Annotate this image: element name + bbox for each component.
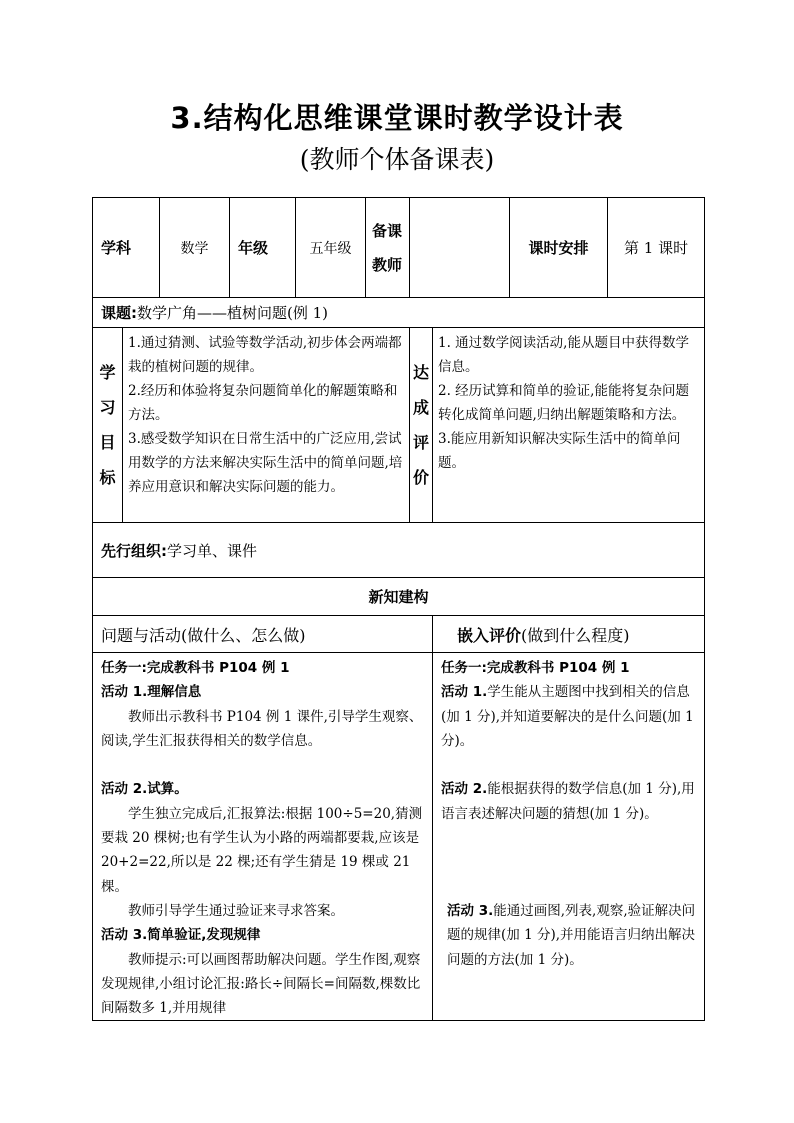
right-task-title: 任务一:完成教科书 P104 例 1 xyxy=(441,660,630,676)
left-act3-title: 活动 3.简单验证,发现规律 xyxy=(101,927,261,944)
goals-label xyxy=(93,328,123,523)
left-column-heading: 问题与活动(做什么、怎么做) xyxy=(93,616,433,653)
right-act2-text: 能根据获得的数学信息(加 1 分),用语言表述解决问题的猜想(加 1 分)。 xyxy=(441,781,695,822)
topic-cell xyxy=(93,298,705,328)
evaluation-label-char: 达 xyxy=(413,363,430,382)
topic-row xyxy=(93,298,705,328)
goals-label-char: 习 xyxy=(99,398,116,417)
right-heading-bold: 嵌入评价 xyxy=(457,625,522,645)
right-act3 xyxy=(441,899,696,972)
period-label: 课时安排 xyxy=(510,198,608,298)
left-act1-title: 活动 1.理解信息 xyxy=(101,684,202,701)
goals-row xyxy=(93,328,705,523)
prep-label: 先行组织: xyxy=(101,541,167,560)
right-heading-rest: (做到什么程度) xyxy=(521,625,630,645)
left-column-body xyxy=(93,653,433,1021)
grade-label: 年级 xyxy=(230,198,296,298)
goal-item: 1.通过猜测、试验等数学活动,初步体会两端都栽的植树问题的规律。 xyxy=(128,335,402,375)
subject-value: 数学 xyxy=(160,198,230,298)
teacher-label-line1: 备课 xyxy=(372,221,403,240)
goal-item: 2.经历和体验将复杂问题简单化的解题策略和方法。 xyxy=(128,383,398,423)
document-title: 3.结构化思维课堂课时教学设计表 xyxy=(170,101,624,135)
section-row xyxy=(93,578,705,616)
left-act2-text2: 教师引导学生通过验证来寻求答案。 xyxy=(128,902,344,919)
section-title: 新知建构 xyxy=(93,578,705,616)
prep-value: 学习单、课件 xyxy=(167,541,258,560)
goals-label-char: 目 xyxy=(99,433,116,452)
left-task-title: 任务一:完成教科书 P104 例 1 xyxy=(101,660,290,676)
evaluation-item: 2. 经历试算和简单的验证,能能将复杂问题转化成简单问题,归纳出解题策略和方法。 xyxy=(438,383,689,423)
info-row xyxy=(93,198,705,298)
grade-value: 五年级 xyxy=(296,198,366,298)
left-act3-text: 教师提示:可以画图帮助解决问题。学生作图,观察发现规律,小组讨论汇报:路长÷间隔长=间隔数,棵数比间隔数多 1,并用规律 xyxy=(101,951,421,1017)
goal-item: 3.感受数学知识在日常生活中的广泛应用,尝试用数学的方法来解决实际生活中的简单问题,培养应用意识和解决实际问题的能力。 xyxy=(128,431,403,495)
right-act1-label: 活动 1. xyxy=(441,684,488,701)
document-subtitle: (教师个体备课表) xyxy=(299,145,495,174)
right-column-body xyxy=(433,653,705,1021)
prep-row xyxy=(93,523,705,578)
right-act2 xyxy=(441,777,696,826)
evaluation-label-char: 价 xyxy=(413,468,430,487)
left-act2-text: 学生独立完成后,汇报算法:根据 100÷5=20,猜测要栽 20 棵树;也有学生认为小路的两端都要栽,应该是 20+2=22,所以是 22 棵;还有学生猜是 19 棵或 21 棵。 xyxy=(101,805,423,895)
evaluation-label xyxy=(410,328,433,523)
right-column-heading xyxy=(433,616,705,653)
right-act2-label: 活动 2. xyxy=(441,781,488,798)
right-act3-text: 能通过画图,列表,观察,验证解决问题的规律(加 1 分),并用能语言归纳出解决问题的方法(加 1 分)。 xyxy=(447,902,696,968)
lesson-plan-table xyxy=(92,197,705,1021)
teacher-label-line2: 教师 xyxy=(372,255,403,274)
teacher-value xyxy=(410,198,510,298)
evaluation-item: 3.能应用新知识解决实际生活中的简单问题。 xyxy=(438,431,681,471)
evaluation-label-char: 评 xyxy=(413,433,430,452)
period-value: 第 1 课时 xyxy=(608,198,705,298)
evaluation-item: 1. 通过数学阅读活动,能从题目中获得数学信息。 xyxy=(438,335,689,375)
goals-label-char: 标 xyxy=(99,468,116,487)
left-act2-title: 活动 2.试算。 xyxy=(101,781,188,798)
right-act1 xyxy=(441,680,696,753)
evaluation-label-char: 成 xyxy=(413,398,430,417)
body-row xyxy=(93,653,705,1021)
evaluation-list xyxy=(433,328,705,523)
goals-label-char: 学 xyxy=(99,363,116,382)
column-headers-row xyxy=(93,616,705,653)
prep-cell xyxy=(93,523,705,578)
topic-value: 数学广角——植树问题(例 1) xyxy=(137,304,329,322)
left-act1-text: 教师出示教科书 P104 例 1 课件,引导学生观察、阅读,学生汇报获得相关的数学信息。 xyxy=(101,708,423,749)
subject-label: 学科 xyxy=(93,198,160,298)
goals-list xyxy=(123,328,410,523)
teacher-label xyxy=(366,198,410,298)
right-act3-label: 活动 3. xyxy=(447,902,494,919)
right-act1-text: 学生能从主题图中找到相关的信息(加 1 分),并知道要解决的是什么问题(加 1 分)。 xyxy=(441,684,694,749)
topic-label: 课题: xyxy=(101,304,137,322)
